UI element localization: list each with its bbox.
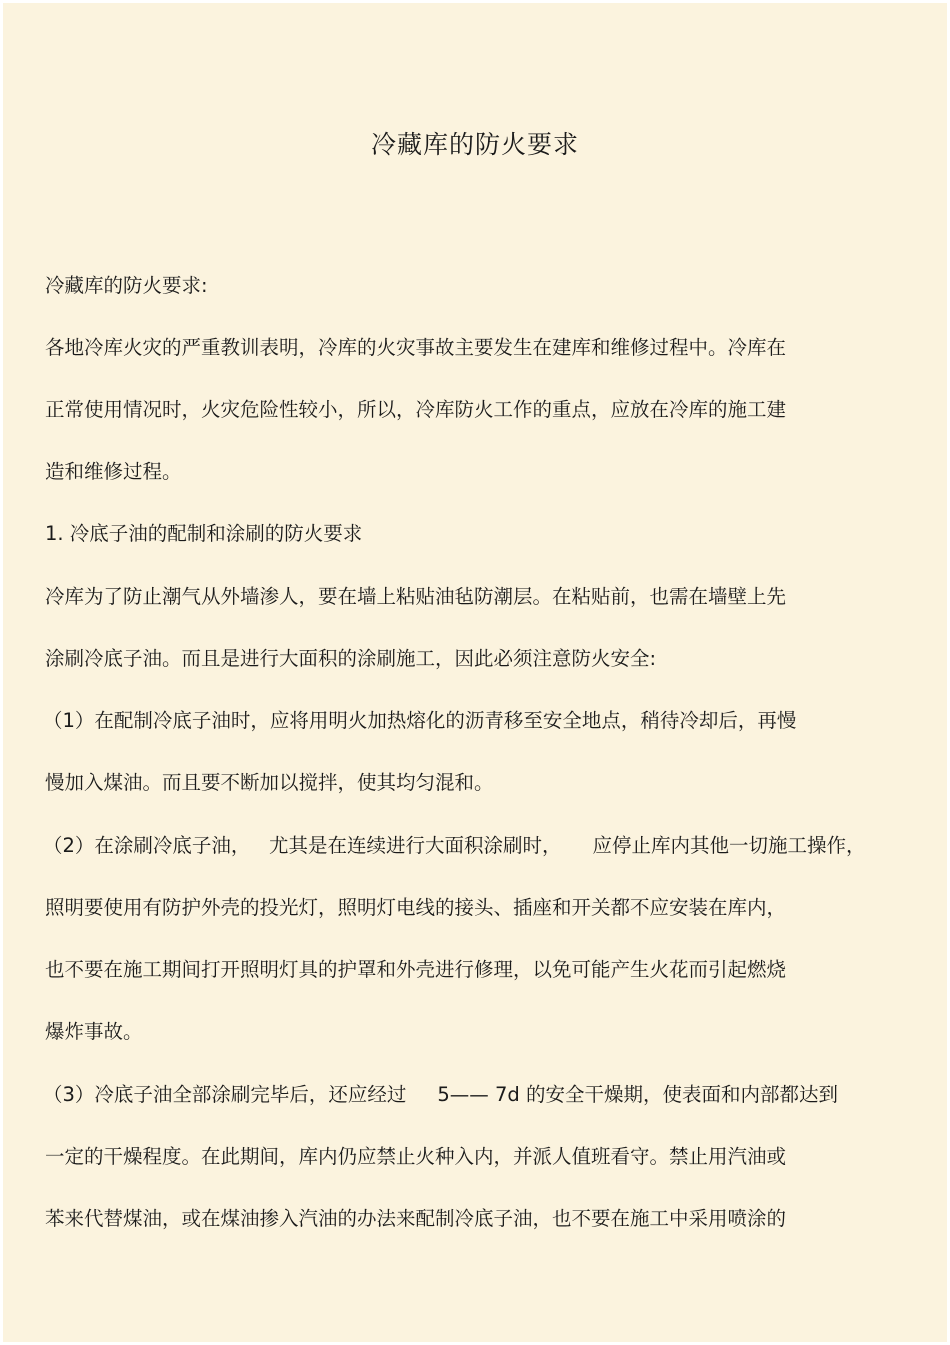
section-heading-1: 1. 冷底子油的配制和涂刷的防火要求 <box>45 522 363 545</box>
body-line-1: 冷藏库的防火要求: <box>45 274 208 297</box>
body-line-4: 造和维修过程。 <box>45 460 182 483</box>
body-line-6: 冷库为了防止潮气从外墙渗人，要在墙上粘贴油毡防潮层。在粘贴前，也需在墙壁上先 <box>45 585 787 608</box>
body-line-16: 苯来代替煤油，或在煤油掺入汽油的办法来配制冷底子油，也不要在施工中采用喷涂的 <box>45 1207 787 1230</box>
body-line-13: 爆炸事故。 <box>45 1020 143 1043</box>
body-line-12: 也不要在施工期间打开照明灯具的护罩和外壳进行修理，以免可能产生火花而引起燃烧 <box>45 958 787 981</box>
body-line-3: 正常使用情况时，火灾危险性较小，所以，冷库防火工作的重点，应放在冷库的施工建 <box>45 398 787 421</box>
body-line-14: （3）冷底子油全部涂刷完毕后，还应经过 5—— 7d 的安全干燥期，使表面和内部都达到 <box>43 1083 838 1106</box>
body-line-7: 涂刷冷底子油。而且是进行大面积的涂刷施工，因此必须注意防火安全: <box>45 647 657 670</box>
body-line-11: 照明要使用有防护外壳的投光灯，照明灯电线的接头、插座和开关都不应安装在库内， <box>45 896 787 919</box>
document-page <box>3 3 947 1342</box>
document-title: 冷藏库的防火要求 <box>370 130 579 159</box>
body-line-15: 一定的干燥程度。在此期间，库内仍应禁止火种入内，并派人值班看守。禁止用汽油或 <box>45 1145 787 1168</box>
body-line-8: （1）在配制冷底子油时，应将用明火加热熔化的沥青移至安全地点，稍待冷却后，再慢 <box>43 709 797 732</box>
body-line-2: 各地冷库火灾的严重教训表明，冷库的火灾事故主要发生在建库和维修过程中。冷库在 <box>45 336 787 359</box>
body-line-9: 慢加入煤油。而且要不断加以搅拌，使其均匀混和。 <box>45 771 494 794</box>
body-line-10: （2）在涂刷冷底子油， 尤其是在连续进行大面积涂刷时， 应停止库内其他一切施工操作， <box>43 834 866 857</box>
